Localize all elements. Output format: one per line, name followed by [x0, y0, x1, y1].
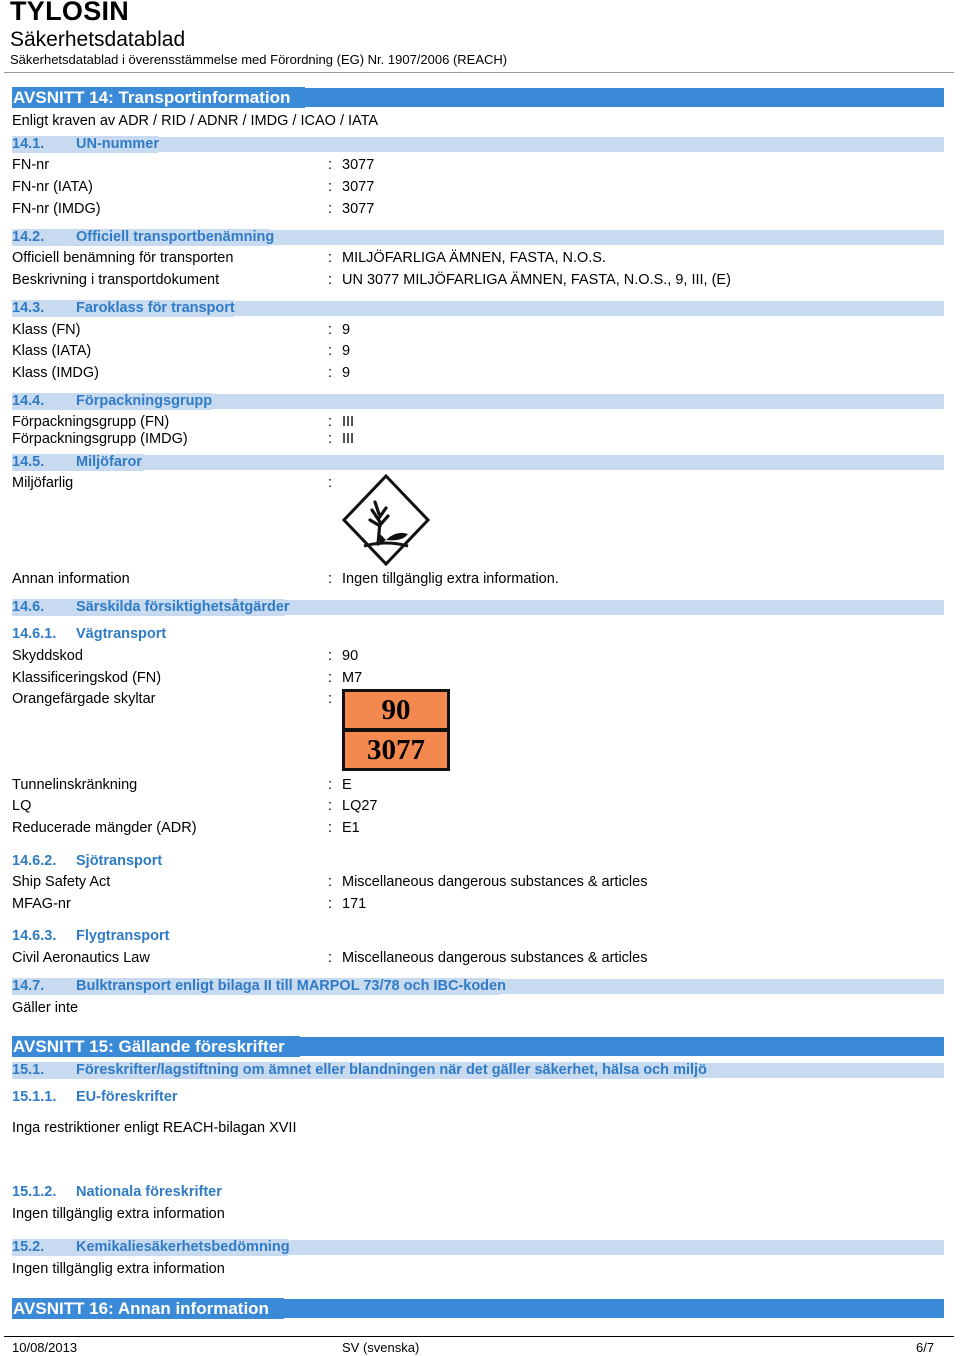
document-title: Säkerhetsdatablad	[10, 28, 186, 51]
row-value: III	[342, 414, 355, 430]
row-colon: :	[328, 414, 333, 430]
row-value: LQ27	[342, 798, 378, 814]
row-label: Annan information	[12, 571, 130, 587]
row-value: 3077	[342, 157, 375, 173]
row-colon: :	[328, 798, 333, 814]
row-value: 90	[342, 648, 359, 664]
row-colon: :	[328, 365, 333, 381]
subsection-14-6-2-title: 14.6.2. Sjötransport	[12, 853, 163, 869]
section-16-title: AVSNITT 16: Annan information	[12, 1298, 284, 1319]
row-colon: :	[328, 343, 333, 359]
subsection-15-1-title: 15.1. Föreskrifter/lagstiftning om ämnet eller blandningen när det gäller säkerhet, hälsa och miljö	[12, 1062, 707, 1078]
row-label: Förpackningsgrupp (FN)	[12, 414, 170, 430]
row-colon: :	[328, 691, 333, 707]
subsection-14-6-1-title: 14.6.1. Vägtransport	[12, 626, 167, 642]
row-label: Beskrivning i transportdokument	[12, 272, 220, 288]
row-colon: :	[328, 874, 333, 890]
regulation-line: Säkerhetsdatablad i överensstämmelse med Förordning (EG) Nr. 1907/2006 (REACH)	[10, 52, 508, 67]
subsection-14-5-bar	[12, 455, 944, 470]
subsection-14-4-title: 14.4. Förpackningsgrupp	[12, 393, 213, 409]
row-label: Ship Safety Act	[12, 874, 111, 890]
eu-regulation-text: Inga restriktioner enligt REACH-bilagan XVII	[12, 1120, 297, 1136]
product-name: TYLOSIN	[10, 0, 130, 26]
subsection-14-5-title: 14.5. Miljöfaror	[12, 454, 143, 470]
national-regulation-text: Ingen tillgänglig extra information	[12, 1206, 225, 1222]
footer-rule	[4, 1336, 954, 1337]
row-value: E1	[342, 820, 360, 836]
row-colon: :	[328, 896, 333, 912]
row-label: Klass (IMDG)	[12, 365, 99, 381]
row-label: FN-nr	[12, 157, 50, 173]
row-label: Klassificeringskod (FN)	[12, 670, 162, 686]
subsection-14-6-3-title: 14.6.3. Flygtransport	[12, 928, 170, 944]
marpol-text: Gäller inte	[12, 1000, 79, 1016]
row-value: Miscellaneous dangerous substances & articles	[342, 950, 648, 966]
row-label: Officiell benämning för transporten	[12, 250, 234, 266]
environment-hazard-icon	[342, 474, 430, 566]
subsection-15-1-1-title: 15.1.1. EU-föreskrifter	[12, 1089, 178, 1105]
row-colon: :	[328, 250, 333, 266]
row-value: M7	[342, 670, 363, 686]
row-value: 9	[342, 365, 351, 381]
subsection-15-2-title: 15.2. Kemikaliesäkerhetsbedömning	[12, 1239, 290, 1255]
transport-intro: Enligt kraven av ADR / RID / ADNR / IMDG / ICAO / IATA	[12, 113, 379, 129]
row-colon: :	[328, 820, 333, 836]
row-label: FN-nr (IMDG)	[12, 201, 101, 217]
row-colon: :	[328, 670, 333, 686]
row-colon: :	[328, 950, 333, 966]
row-label: Orangefärgade skyltar	[12, 691, 156, 707]
section-15-title: AVSNITT 15: Gällande föreskrifter	[12, 1036, 300, 1057]
footer-language: SV (svenska)	[342, 1340, 420, 1355]
row-value: Ingen tillgänglig extra information.	[342, 571, 559, 587]
row-value: 171	[342, 896, 367, 912]
subsection-14-1-title: 14.1. UN-nummer	[12, 136, 159, 152]
orange-plate-un-number: 3077	[345, 732, 447, 768]
row-value: MILJÖFARLIGA ÄMNEN, FASTA, N.O.S.	[342, 250, 607, 266]
subsection-14-2-title: 14.2. Officiell transportbenämning	[12, 229, 275, 245]
row-label: Klass (IATA)	[12, 343, 92, 359]
row-label: Förpackningsgrupp (IMDG)	[12, 431, 188, 447]
header-rule	[4, 72, 954, 73]
row-label: Civil Aeronautics Law	[12, 950, 150, 966]
row-colon: :	[328, 157, 333, 173]
row-value: 9	[342, 343, 351, 359]
row-colon: :	[328, 648, 333, 664]
subsection-14-6-title: 14.6. Särskilda försiktighetsåtgärder	[12, 599, 290, 615]
row-label: LQ	[12, 798, 32, 814]
row-value: Miscellaneous dangerous substances & articles	[342, 874, 648, 890]
row-label: MFAG-nr	[12, 896, 71, 912]
footer-page-number: 6/7	[916, 1340, 935, 1355]
row-colon: :	[328, 475, 333, 491]
row-label: Klass (FN)	[12, 322, 81, 338]
orange-plate	[342, 689, 450, 771]
row-colon: :	[328, 431, 333, 447]
row-label: Reducerade mängder (ADR)	[12, 820, 197, 836]
subsection-14-7-title: 14.7. Bulktransport enligt bilaga II till MARPOL 73/78 och IBC-koden	[12, 978, 506, 994]
row-colon: :	[328, 322, 333, 338]
row-value: 9	[342, 322, 351, 338]
section-14-title: AVSNITT 14: Transportinformation	[12, 87, 305, 108]
row-label: Tunnelinskränkning	[12, 777, 138, 793]
row-value: 3077	[342, 201, 375, 217]
row-colon: :	[328, 571, 333, 587]
row-label: FN-nr (IATA)	[12, 179, 93, 195]
row-value: III	[342, 431, 355, 447]
orange-plate-hazard-number: 90	[345, 692, 447, 728]
row-colon: :	[328, 179, 333, 195]
row-colon: :	[328, 777, 333, 793]
row-value: UN 3077 MILJÖFARLIGA ÄMNEN, FASTA, N.O.S., 9, III, (E)	[342, 272, 731, 288]
row-value: 3077	[342, 179, 375, 195]
subsection-14-3-title: 14.3. Faroklass för transport	[12, 300, 235, 316]
row-label: Miljöfarlig	[12, 475, 74, 491]
row-value: E	[342, 777, 352, 793]
chemical-safety-text: Ingen tillgänglig extra information	[12, 1261, 225, 1277]
row-colon: :	[328, 201, 333, 217]
footer-date: 10/08/2013	[12, 1340, 78, 1355]
row-colon: :	[328, 272, 333, 288]
subsection-15-1-2-title: 15.1.2. Nationala föreskrifter	[12, 1184, 222, 1200]
row-label: Skyddskod	[12, 648, 83, 664]
